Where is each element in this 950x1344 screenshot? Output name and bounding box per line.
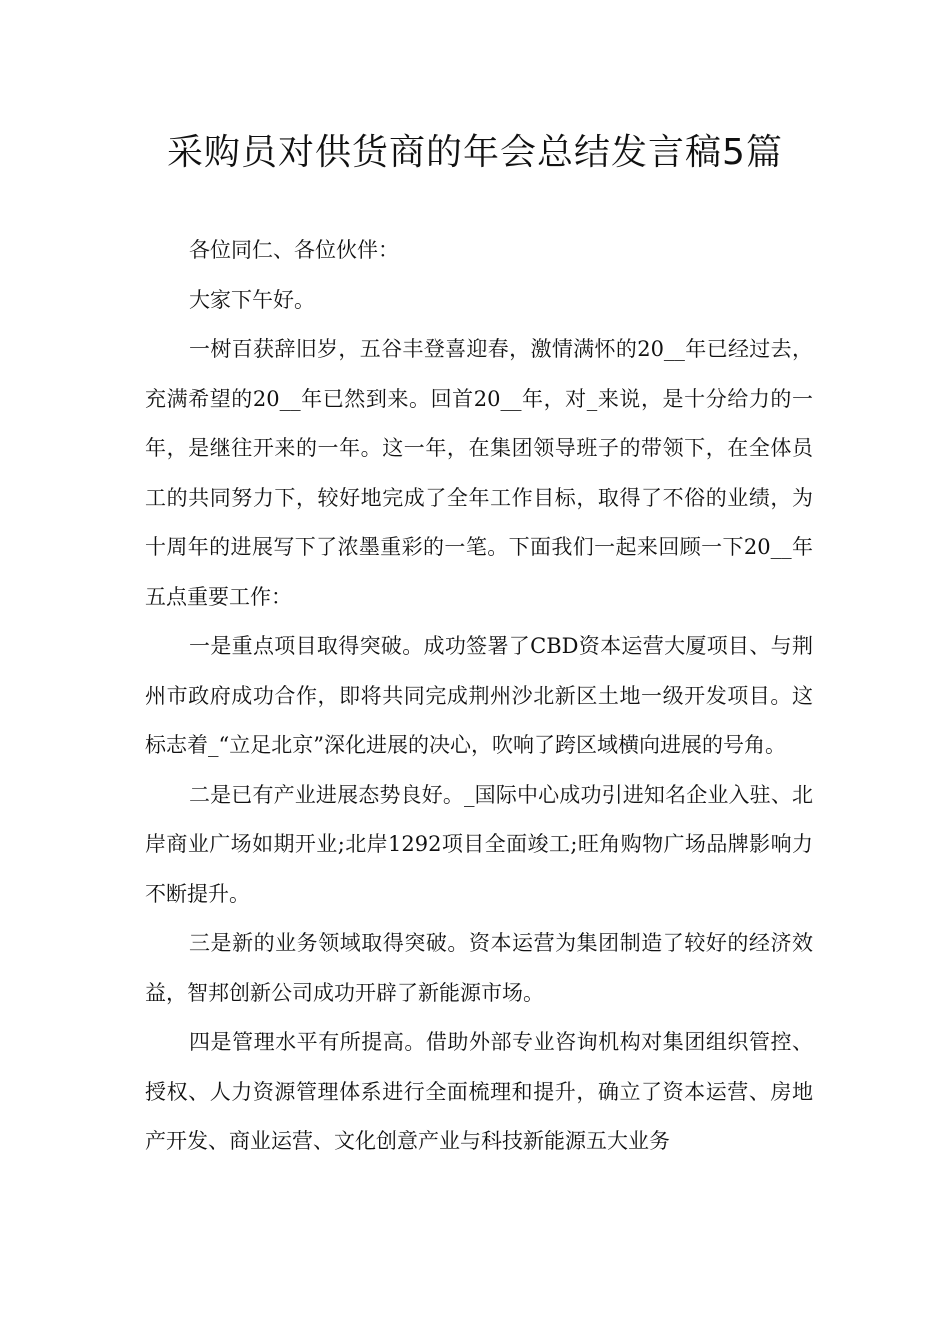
paragraph-greeting: 各位同仁、各位伙伴： <box>189 238 399 262</box>
paragraph-point-one: 一是重点项目取得突破。成功签署了CBD资本运营大厦项目、与荆州市政府成功合作，即将共同完成荆州沙北新区土地一级开发项目。这标志着_“立足北京”深化进展的决心，吹响了跨区域横向进展的号角。 <box>145 634 813 757</box>
paragraph-point-two: 二是已有产业进展态势良好。_国际中心成功引进知名企业入驻、北岸商业广场如期开业;北岸1292项目全面竣工;旺角购物广场品牌影响力不断提升。 <box>145 782 813 906</box>
paragraph-point-three: 三是新的业务领域取得突破。资本运营为集团制造了较好的经济效益，智邦创新公司成功开辟了新能源市场。 <box>145 931 813 1005</box>
paragraph-salutation: 大家下午好。 <box>189 287 315 312</box>
document-title: 采购员对供货商的年会总结发言稿5篇 <box>167 132 783 173</box>
document-body <box>145 226 813 1167</box>
paragraph-review: 一树百获辞旧岁，五谷丰登喜迎春，激情满怀的20__年已经过去，充满希望的20__年已然到来。回首20__年，对_来说，是十分给力的一年，是继往开来的一年。这一年，在集团领导班子的带领下，在全体员工的共同努力下，较好地完成了全年工作目标，取得了不俗的业绩，为十周年的进展写下了浓墨重彩的一笔。下面我们一起来回顾一下20__年五点重要工作： <box>145 337 813 609</box>
paragraph-point-four: 四是管理水平有所提高。借助外部专业咨询机构对集团组织管控、授权、人力资源管理体系进行全面梳理和提升，确立了资本运营、房地产开发、商业运营、文化创意产业与科技新能源五大业务 <box>145 1030 813 1153</box>
